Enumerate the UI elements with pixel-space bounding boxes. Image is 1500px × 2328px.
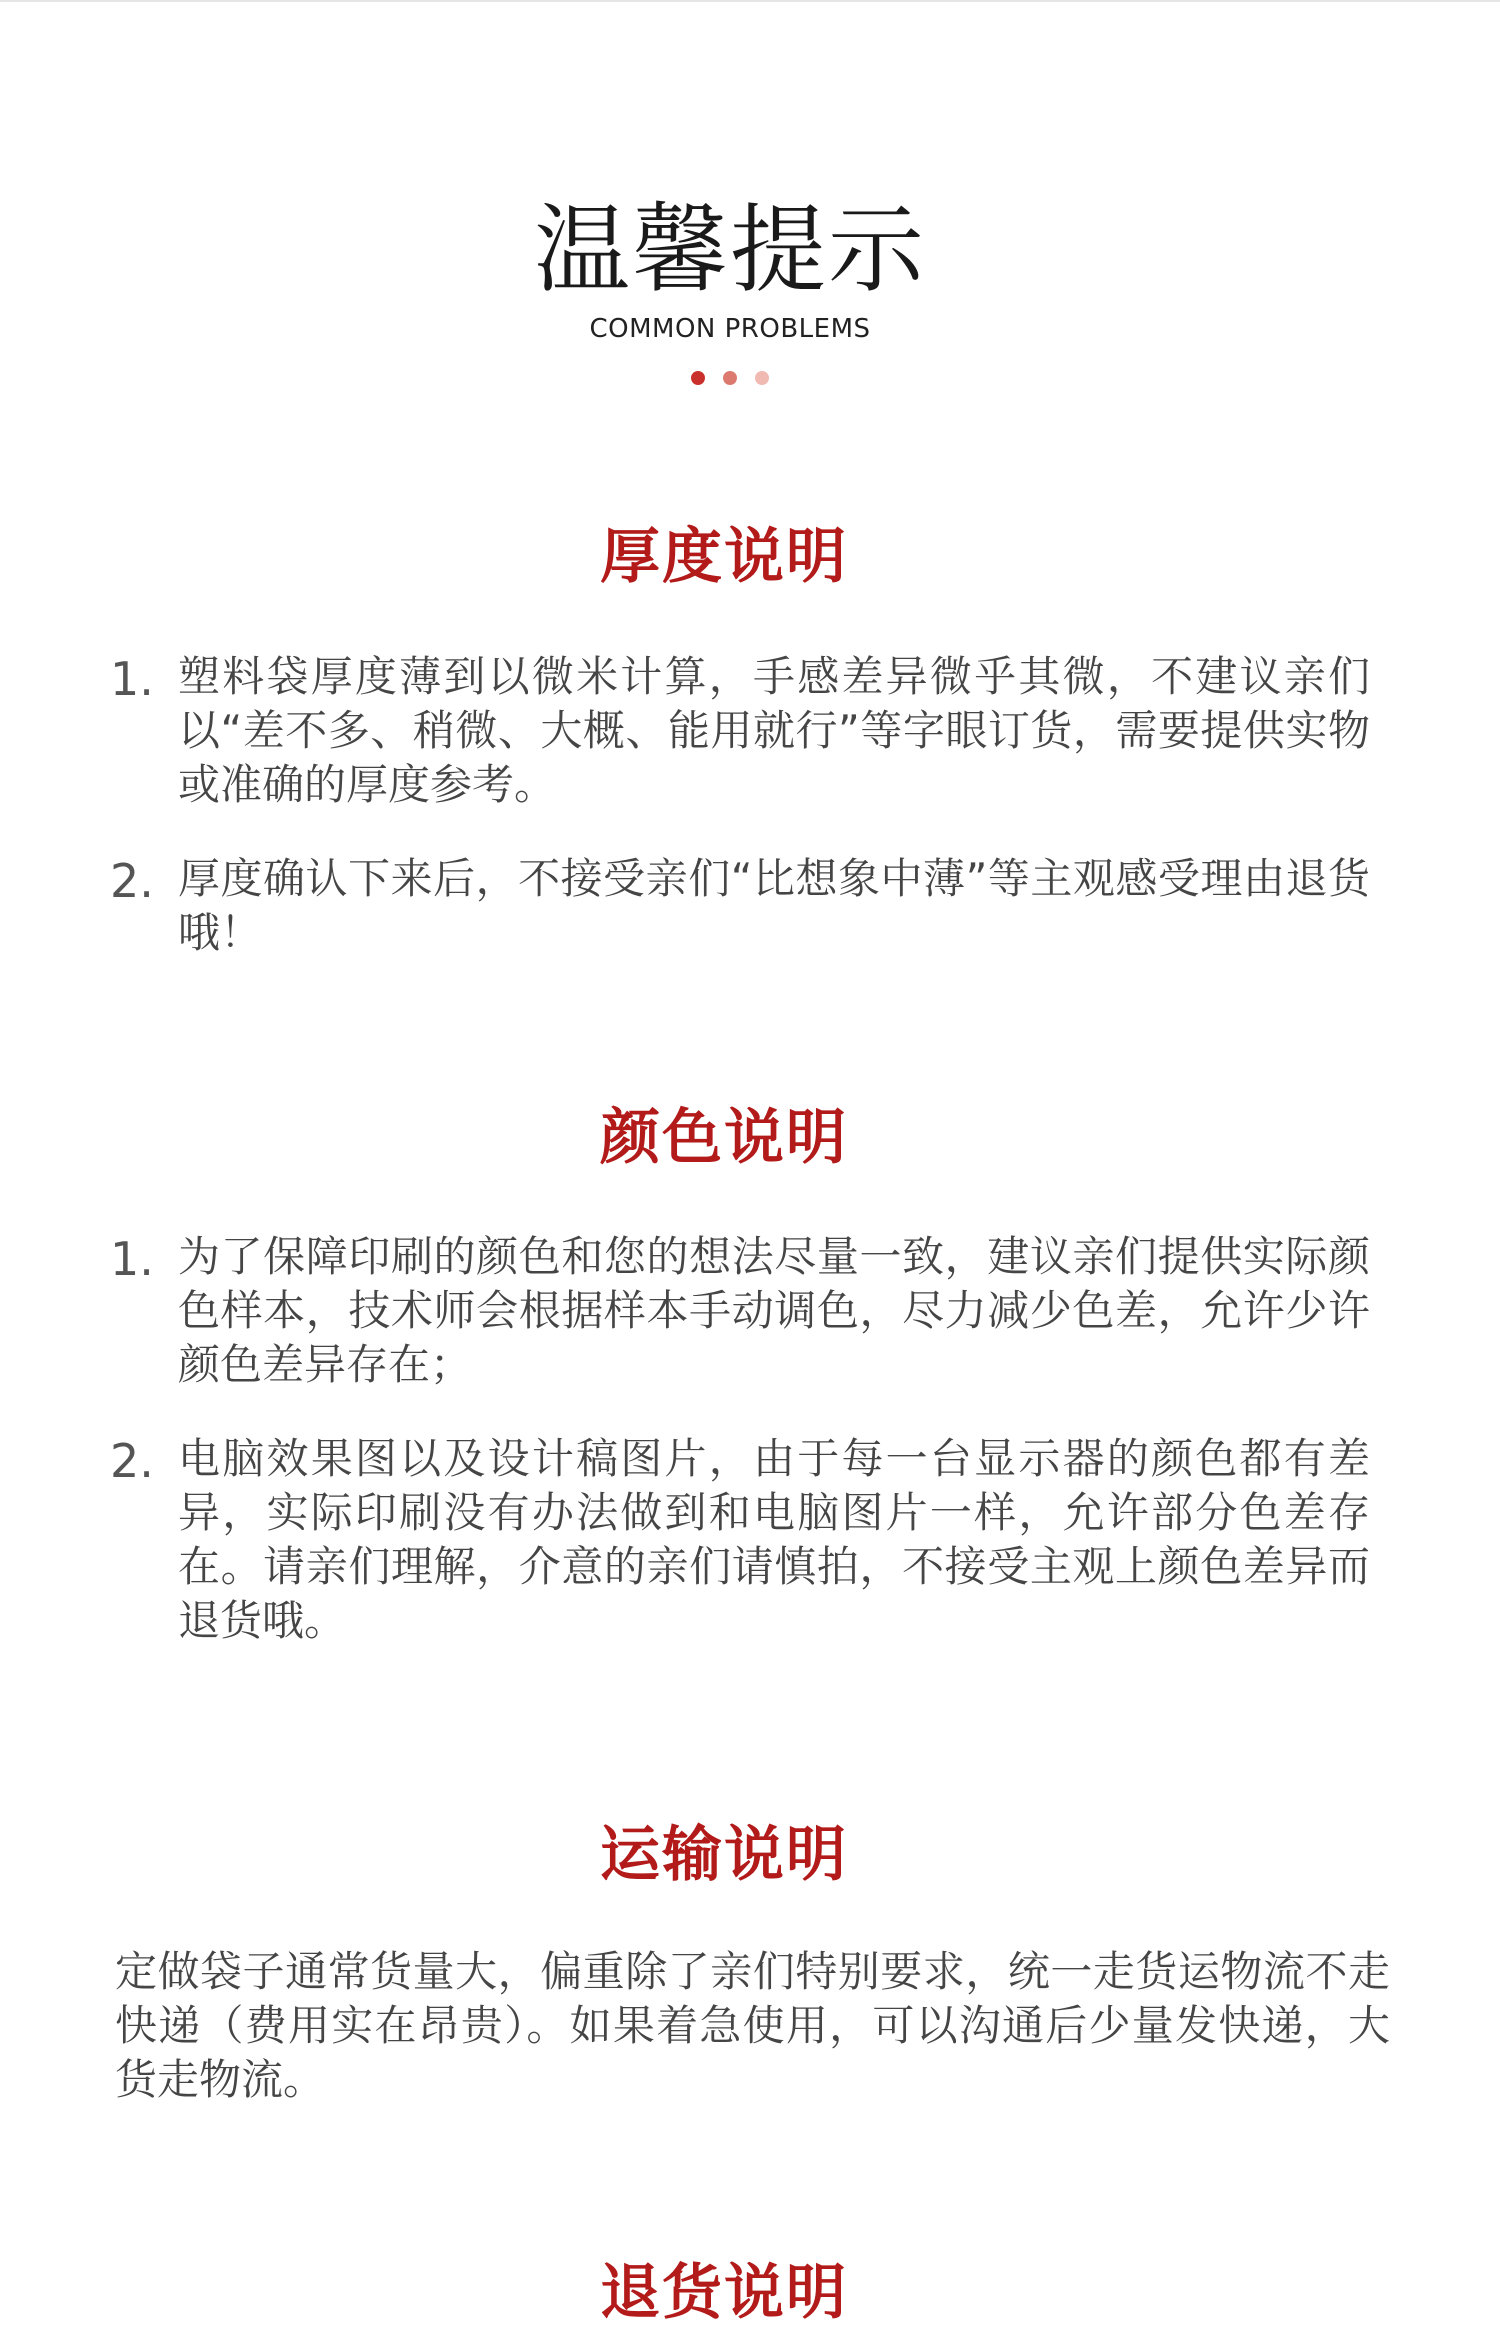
section-title-returns: 退货说明 <box>600 2258 848 2328</box>
dot-1 <box>691 371 705 385</box>
list-item <box>110 650 1370 812</box>
page-title: 温馨提示 <box>534 194 926 306</box>
section-title-color: 颜色说明 <box>600 1103 848 1173</box>
list-number: 1. <box>110 1232 154 1286</box>
list-text: 为了保障印刷的颜色和您的想法尽量一致，建议亲们提供实际颜色样本，技术师会根据样本手动调色，尽力减少色差，允许少许颜色差异存在； <box>178 1232 1370 1389</box>
list-number: 1. <box>110 652 154 706</box>
shipping-paragraph: 定做袋子通常货量大，偏重除了亲们特别要求，统一走货运物流不走快递（费用实在昂贵）。如果着急使用，可以沟通后少量发快递，大货走物流。 <box>115 1947 1390 2104</box>
list-text: 电脑效果图以及设计稿图片，由于每一台显示器的颜色都有差异，实际印刷没有办法做到和电脑图片一样，允许部分色差存在。请亲们理解，介意的亲们请慎拍，不接受主观上颜色差异而退货哦。 <box>178 1434 1370 1645</box>
section-title-thickness: 厚度说明 <box>600 522 848 592</box>
list-item <box>110 1432 1370 1648</box>
page-subtitle: COMMON PROBLEMS <box>589 314 871 344</box>
list-number: 2. <box>110 854 154 908</box>
list-item <box>110 1230 1370 1392</box>
list-text: 塑料袋厚度薄到以微米计算，手感差异微乎其微，不建议亲们以“差不多、稍微、大概、能用就行”等字眼订货，需要提供实物或准确的厚度参考。 <box>178 652 1370 809</box>
page-header <box>0 195 1460 387</box>
thickness-list <box>110 650 1370 1000</box>
top-divider <box>0 0 1500 2</box>
dot-3 <box>755 371 769 385</box>
color-list <box>110 1230 1370 1688</box>
dot-2 <box>723 371 737 385</box>
decorative-dots <box>0 371 1460 387</box>
section-title-shipping: 运输说明 <box>600 1820 848 1890</box>
list-item <box>110 852 1370 960</box>
list-number: 2. <box>110 1434 154 1488</box>
list-text: 厚度确认下来后，不接受亲们“比想象中薄”等主观感受理由退货哦！ <box>178 854 1370 957</box>
